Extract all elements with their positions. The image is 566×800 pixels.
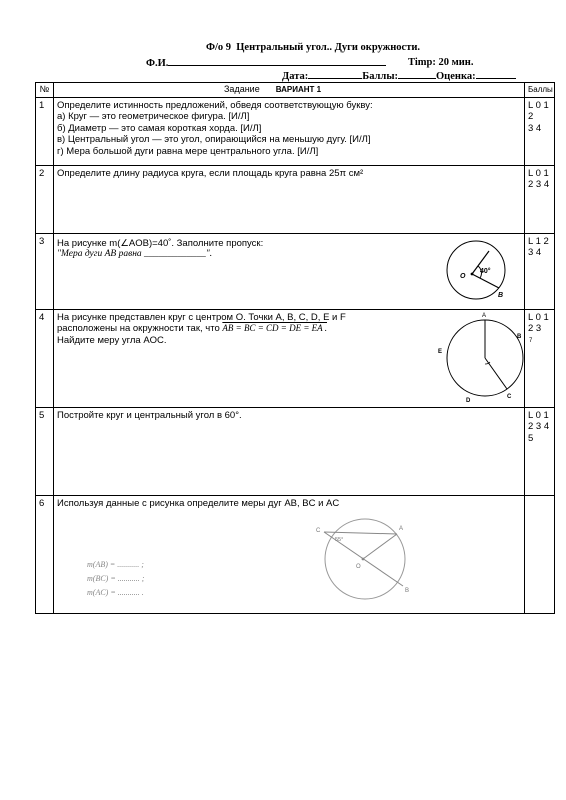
points-line: 3 4 — [528, 247, 542, 259]
task-number: 5 — [36, 407, 54, 495]
title-prefix: Ф/о 9 — [205, 42, 232, 53]
circle-figure-task6 — [305, 514, 425, 606]
center-point — [362, 557, 365, 560]
circle-outline — [325, 519, 405, 599]
answer-line[interactable]: m(AB) = ........... ; — [87, 559, 144, 569]
task-number: 3 — [36, 233, 54, 309]
task-line: Определите истинность предложений, обведя соответствующую букву: — [57, 99, 373, 111]
table-row — [36, 97, 555, 165]
points-cell — [525, 97, 555, 165]
task-content — [57, 237, 521, 299]
task-table — [35, 82, 555, 614]
task-number: 4 — [36, 309, 54, 407]
figure-number: 7 — [529, 337, 533, 344]
points-cell — [525, 495, 555, 613]
date-blank[interactable] — [308, 70, 362, 79]
point-label-o: O — [356, 563, 361, 570]
table-row — [36, 233, 555, 309]
points-line: L 1 2 — [528, 235, 549, 247]
task-line-text: расположены на окружности так, что — [57, 323, 220, 335]
radius-line — [363, 534, 397, 559]
points-line: L 0 1 — [528, 311, 549, 323]
point-label-a: A — [399, 525, 404, 532]
center-point — [471, 272, 474, 275]
circle-outline — [447, 241, 505, 299]
table-header-row — [36, 83, 555, 98]
answer-line[interactable]: m(BC) = ........... ; — [87, 573, 145, 583]
table-row — [36, 309, 555, 407]
worksheet-title: Ф/о 9 Центральный угол.. Дуги окружности. — [205, 42, 421, 53]
point-label-o: O — [460, 272, 466, 280]
task-text[interactable] — [54, 233, 525, 309]
task-text[interactable] — [54, 495, 525, 613]
task-text[interactable] — [54, 165, 525, 233]
fio-label: Ф.И. — [146, 58, 169, 69]
point-label-b: B — [498, 291, 504, 299]
task-text[interactable] — [54, 309, 533, 407]
radius-line — [485, 358, 507, 389]
time-limit: Timp: 20 мин. — [408, 57, 474, 68]
points-line: 2 3 4 — [528, 421, 550, 433]
arc-equality: AB = BC = CD = DE = EA . — [222, 323, 327, 334]
task-line[interactable]: а) Круг — это геометрическое фигура. [И/Л] — [57, 111, 250, 123]
task-line[interactable]: в) Центральный угол — это угол, опирающийся на меньшую дугу. [И/Л] — [57, 134, 371, 146]
task-line: На рисунке m(∠AOB)=40˚. Заполните пропуск: — [57, 237, 264, 249]
points-cell — [525, 165, 555, 233]
point-label-a: A — [482, 312, 487, 319]
task-content — [57, 311, 533, 404]
radius-line — [472, 274, 499, 288]
points-line: L 0 1 — [528, 99, 549, 111]
task-line: "Мера дуги AB равна _____________". — [57, 249, 213, 260]
task-text — [54, 97, 525, 165]
date-label: Дата: — [282, 71, 309, 82]
point-label-c: C — [316, 527, 321, 534]
title-text: Центральный угол.. Дуги окружности — [236, 42, 418, 53]
points-line: 3 4 — [528, 122, 542, 134]
task-line[interactable]: б) Диаметр — это самая короткая хорда. [И/Л] — [57, 122, 262, 134]
points-line: 2 3 — [528, 323, 542, 335]
task-line: Определите длину радиуса круга, если площадь круга равна 25π см² — [57, 167, 364, 179]
task-line[interactable]: г) Мера большой дуги равна мере центрального угла. [И/Л] — [57, 145, 319, 157]
task-number: 1 — [36, 97, 54, 165]
task-line: На рисунке представлен круг с центром O. Точки A, B, C, D, E и F — [57, 311, 346, 323]
points-cell — [525, 407, 555, 495]
points-line: L 0 1 — [528, 167, 549, 179]
points-line: 5 — [528, 432, 534, 444]
points-line: 2 — [528, 111, 534, 123]
task-number: 6 — [36, 495, 54, 613]
angle-label: 40° — [480, 267, 491, 275]
task-header-label: Задание — [224, 84, 260, 94]
date-score-line — [282, 70, 566, 82]
point-label-d: D — [466, 397, 471, 404]
circle-figure-task4 — [419, 310, 537, 404]
task-line: Найдите меру угла AOC. — [57, 334, 167, 346]
task-text[interactable] — [54, 407, 525, 495]
task-line: Используя данные с рисунка определите меры дуг AB, BC и AC — [57, 497, 340, 509]
circle-figure-task3 — [442, 238, 510, 302]
point-label-c: C — [507, 393, 512, 400]
task-line: Постройте круг и центральный угол в 60°. — [57, 409, 242, 421]
points-line: 2 3 4 — [528, 179, 550, 191]
task-content — [57, 497, 521, 597]
angle-label: 55° — [335, 536, 344, 543]
answer-lines — [87, 558, 144, 600]
score-label: Баллы: — [362, 71, 399, 82]
col-task-header — [54, 83, 525, 98]
point-label-b: B — [405, 587, 410, 594]
table-row — [36, 407, 555, 495]
grade-blank[interactable] — [476, 70, 516, 79]
score-blank[interactable] — [398, 70, 436, 79]
task-number: 2 — [36, 165, 54, 233]
point-label-b: B — [517, 333, 522, 340]
name-blank[interactable] — [168, 57, 386, 66]
variant-label: ВАРИАНТ 1 — [275, 85, 322, 94]
points-cell — [525, 233, 555, 309]
col-num-header: № — [36, 83, 54, 98]
point-label-e: E — [438, 348, 443, 355]
answer-line[interactable]: m(AC) = ........... . — [87, 587, 144, 597]
points-line: L 0 1 — [528, 409, 549, 421]
col-points-header: Баллы — [525, 83, 555, 98]
grade-label: Оценка: — [436, 71, 476, 82]
table-row — [36, 495, 555, 613]
table-row — [36, 165, 555, 233]
